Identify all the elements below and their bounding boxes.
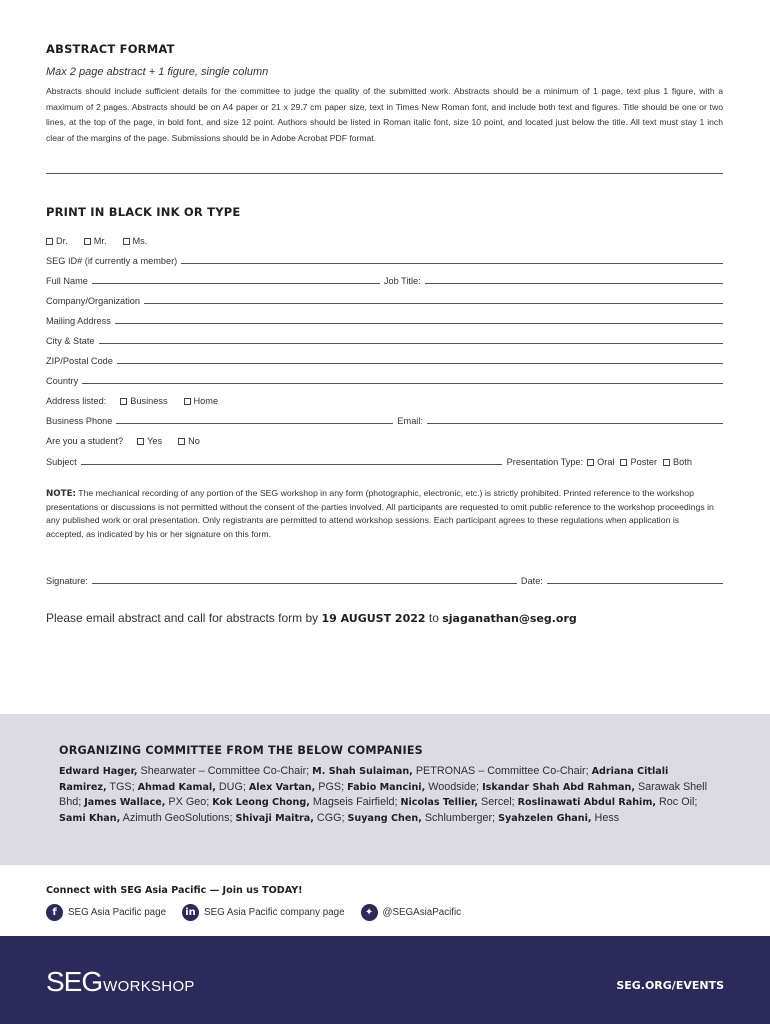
checkbox-ms[interactable] — [123, 236, 148, 246]
committee-member-name: Alex Vartan, — [248, 781, 316, 793]
checkbox-label: Poster — [630, 457, 658, 467]
full-name-label: Full Name — [46, 276, 88, 286]
presentation-type-label: Presentation Type: — [506, 457, 584, 467]
mailing-row — [46, 312, 723, 326]
committee-member-name: Adriana Citlali Ramirez, — [59, 766, 669, 793]
social-link[interactable] — [182, 904, 345, 921]
seg-id-row — [46, 252, 723, 266]
signature-row — [46, 572, 723, 586]
logo-workshop: WORKSHOP — [103, 978, 195, 995]
committee-member-name: Nicolas Tellier, — [400, 797, 479, 809]
checkbox-label: Mr. — [93, 236, 107, 246]
subject-label: Subject — [46, 457, 77, 467]
committee-member-name: Iskandar Shah Abd Rahman, — [482, 781, 635, 793]
date-field[interactable] — [547, 574, 723, 584]
seg-workshop-logo — [46, 966, 195, 998]
footer-url-link[interactable]: SEG.ORG/EVENTS — [616, 979, 724, 992]
checkbox-label: Ms. — [132, 236, 148, 246]
checkbox-icon — [184, 398, 191, 405]
committee-members — [59, 764, 719, 826]
date-label: Date: — [520, 576, 543, 586]
checkbox-icon — [587, 459, 594, 466]
mailing-address-field[interactable] — [115, 314, 723, 324]
committee-member-name: Fabio Mancini, — [347, 781, 426, 793]
committee-member-org: PETRONAS – Committee Co-Chair; — [412, 765, 592, 777]
country-label: Country — [46, 376, 79, 386]
note-text: The mechanical recording of any portion of the SEG workshop in any form (photographic, electronic, etc.) is strictly prohibited. Printed reference to the workshop presentations or discussions is not permitted without the consent of the parties involved. All participants are requested to omit public reference to the workshop proceedings in any published work or oral presentation. Only registrants are permitted to attend workshop sessions. Each participant agrees to these regulations when application is accepted, as indicated by his or her signature on this form. — [46, 488, 714, 539]
committee-member-org: Azimuth GeoSolutions; — [120, 811, 236, 824]
checkbox-icon — [46, 238, 53, 245]
checkbox-mr[interactable] — [84, 236, 107, 246]
social-link-label: SEG Asia Pacific page — [68, 907, 167, 918]
committee-member-org: Sercel; — [478, 796, 518, 809]
logo-seg: SEG — [46, 966, 103, 997]
committee-member-org: Schlumberger; — [421, 811, 499, 824]
city-state-field[interactable] — [99, 334, 723, 344]
zip-label: ZIP/Postal Code — [46, 356, 113, 366]
subject-row — [46, 453, 723, 467]
note-label: NOTE: — [46, 489, 76, 499]
committee-member-org: TGS; — [106, 780, 138, 793]
checkbox-both[interactable] — [663, 457, 692, 467]
country-field[interactable] — [82, 374, 723, 384]
committee-member-name: Shivaji Maitra, — [235, 812, 314, 824]
committee-member-org: PX Geo; — [165, 796, 213, 809]
committee-member-name: Edward Hager, — [59, 766, 138, 777]
checkbox-icon — [178, 438, 185, 445]
committee-member-org: PGS; — [315, 780, 348, 793]
job-title-label: Job Title: — [383, 276, 421, 286]
section-divider — [46, 173, 723, 174]
checkbox-icon — [137, 438, 144, 445]
committee-member-name: Roslinawati Abdul Rahim, — [517, 797, 656, 809]
address-listed-row — [46, 392, 723, 406]
company-field[interactable] — [144, 294, 723, 304]
social-links — [46, 904, 477, 921]
checkbox-icon — [84, 238, 91, 245]
seg-id-field[interactable] — [181, 254, 723, 264]
abstract-format-heading: ABSTRACT FORMAT — [46, 42, 175, 56]
committee-member-org: Shearwater – Committee Co-Chair; — [137, 765, 313, 777]
checkbox-label: Oral — [597, 457, 615, 467]
checkbox-label: No — [188, 436, 200, 446]
committee-member-org: Sarawak Shell Bhd; — [59, 780, 707, 809]
checkbox-oral[interactable] — [587, 457, 614, 467]
committee-member-org: Woodside; — [425, 780, 483, 793]
social-link-label: @SEGAsiaPacific — [382, 907, 462, 918]
city-state-label: City & State — [46, 336, 95, 346]
phone-row — [46, 412, 723, 426]
student-label: Are you a student? — [46, 436, 124, 446]
committee-member-name: Suyang Chen, — [347, 812, 422, 824]
submission-instructions — [46, 611, 577, 625]
committee-member-name: M. Shah Sulaiman, — [312, 766, 413, 777]
checkbox-home[interactable] — [184, 396, 219, 406]
subject-field[interactable] — [81, 455, 502, 465]
checkbox-icon — [123, 238, 130, 245]
checkbox-poster[interactable] — [620, 457, 657, 467]
company-row — [46, 292, 723, 306]
mailing-address-label: Mailing Address — [46, 316, 111, 326]
submission-middle: to — [425, 611, 443, 625]
committee-member-org: Roc Oil; — [656, 796, 698, 809]
recording-note — [46, 487, 716, 541]
checkbox-label: Dr. — [56, 236, 68, 246]
twitter-icon: ✦ — [361, 904, 378, 921]
checkbox-icon — [663, 459, 670, 466]
company-label: Company/Organization — [46, 296, 140, 306]
social-link[interactable] — [46, 904, 166, 921]
committee-member-name: Syahzelen Ghani, — [498, 812, 592, 824]
committee-heading: ORGANIZING COMMITTEE FROM THE BELOW COMPANIES — [59, 744, 423, 757]
checkbox-label: Yes — [147, 436, 163, 446]
checkbox-dr[interactable] — [46, 236, 68, 246]
signature-label: Signature: — [46, 576, 88, 586]
committee-member-org: DUG; — [215, 780, 249, 793]
signature-field[interactable] — [92, 574, 517, 584]
address-listed-label: Address listed: — [46, 396, 107, 406]
salutation-row — [46, 232, 723, 246]
full-name-field[interactable] — [92, 274, 380, 284]
checkbox-label: Home — [193, 396, 219, 406]
facebook-icon: f — [46, 904, 63, 921]
seg-id-label: SEG ID# (if currently a member) — [46, 256, 178, 266]
committee-member-org: Hess — [591, 811, 620, 824]
committee-member-org: Magseis Fairfield; — [309, 796, 401, 809]
social-link[interactable] — [361, 904, 462, 921]
committee-member-name: Ahmad Kamal, — [137, 781, 216, 793]
submission-prefix: Please email abstract and call for abstracts form by — [46, 611, 322, 625]
city-row — [46, 332, 723, 346]
submission-email-link[interactable]: sjaganathan@seg.org — [442, 612, 577, 625]
checkbox-yes[interactable] — [137, 436, 162, 446]
committee-member-name: Kok Leong Chong, — [212, 797, 310, 809]
checkbox-business[interactable] — [120, 396, 167, 406]
business-phone-label: Business Phone — [46, 416, 113, 426]
checkbox-icon — [120, 398, 127, 405]
business-phone-field[interactable] — [116, 414, 393, 424]
checkbox-no[interactable] — [178, 436, 200, 446]
email-field[interactable] — [427, 414, 723, 424]
zip-field[interactable] — [117, 354, 723, 364]
student-row — [46, 432, 723, 446]
connect-heading: Connect with SEG Asia Pacific — Join us TODAY! — [46, 885, 303, 896]
checkbox-label: Business — [130, 396, 168, 406]
committee-member-name: Sami Khan, — [59, 812, 121, 824]
email-label: Email: — [397, 416, 423, 426]
abstract-format-subheading: Max 2 page abstract + 1 figure, single column — [46, 66, 269, 78]
committee-member-org: CGG; — [313, 811, 348, 824]
social-link-label: SEG Asia Pacific company page — [204, 907, 345, 918]
checkbox-icon — [620, 459, 627, 466]
country-row — [46, 372, 723, 386]
zip-row — [46, 352, 723, 366]
checkbox-label: Both — [673, 457, 692, 467]
committee-member-name: James Wallace, — [84, 797, 166, 809]
linkedin-icon: in — [182, 904, 199, 921]
abstract-format-body: Abstracts should include sufficient details for the committee to judge the quality of the submitted work. Abstracts should be a minimum of 1 page, text plus 1 figure, with a maximum of 2 pages. Abstracts should be on A4 paper or 21 x 29.7 cm paper size, text in Times New Roman font, and include both text and figures. Title should be one or two lines, at the top of the page, in bold font, and size 12 point. Authors should be listed in Roman italic font, size 10 point, and located just below the title. All text must stay 1 inch clear of the margins of the page. Submissions should be in Adobe Acrobat PDF format. — [46, 86, 723, 143]
job-title-field[interactable] — [425, 274, 723, 284]
print-heading: PRINT IN BLACK INK OR TYPE — [46, 205, 241, 219]
name-row — [46, 272, 723, 286]
submission-deadline: 19 AUGUST 2022 — [321, 612, 426, 625]
